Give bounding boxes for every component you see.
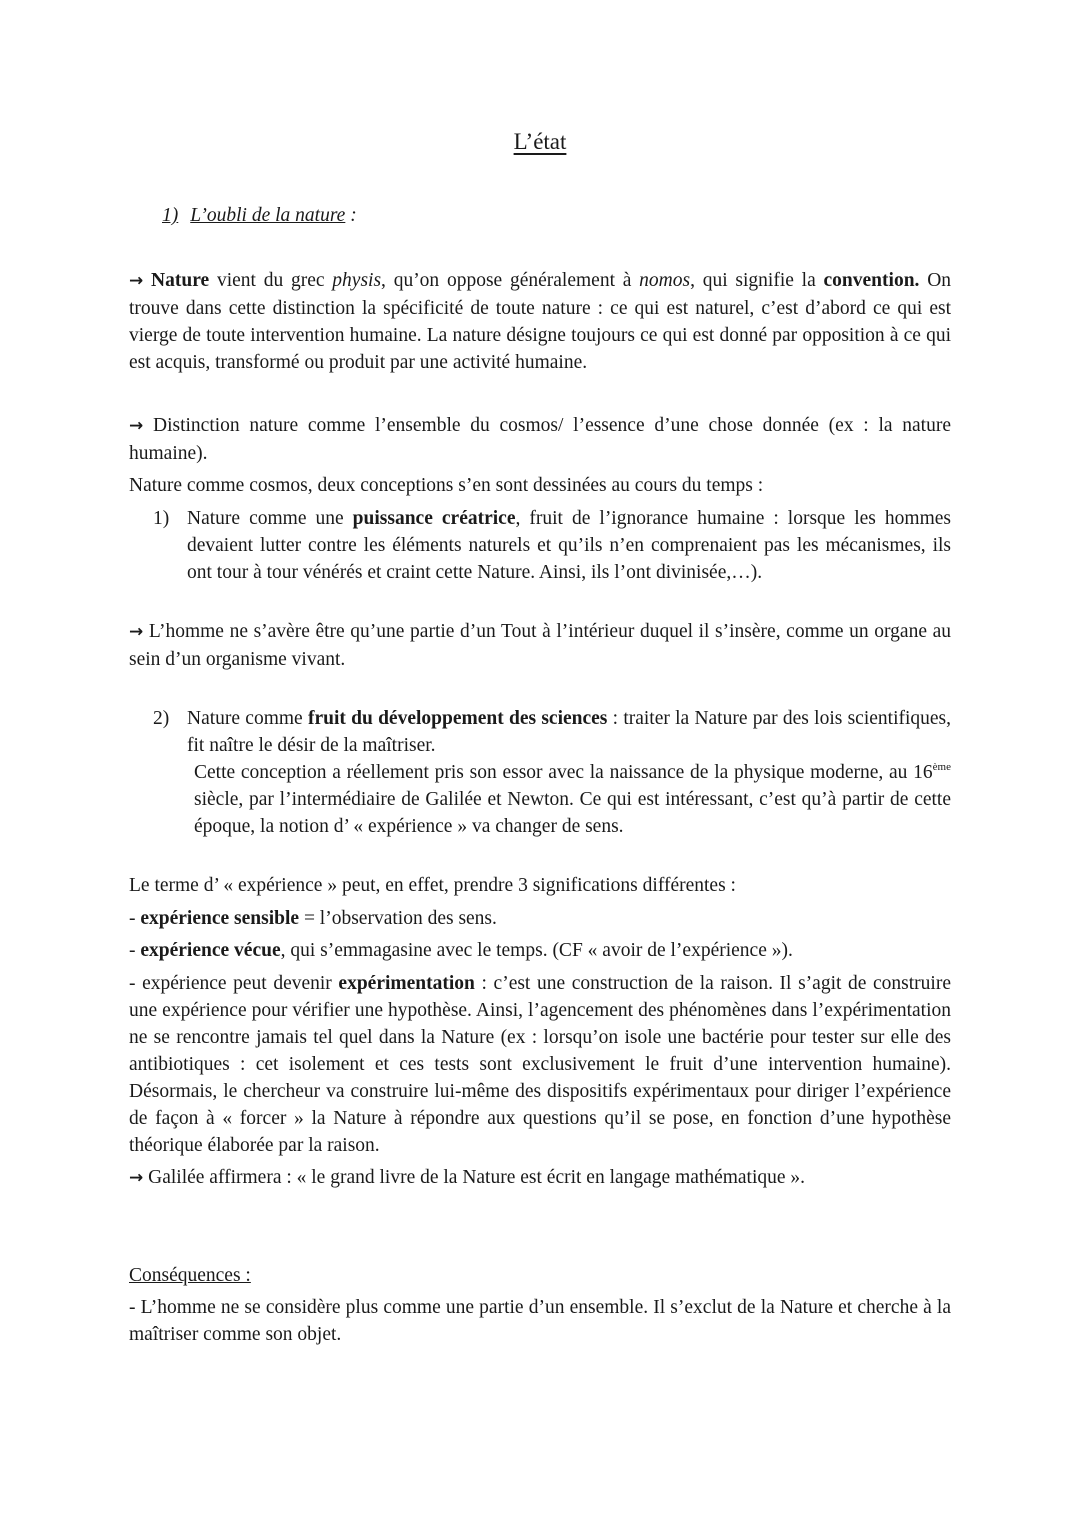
definition-experimentation: - expérience peut devenir expérimentation : c’est une construction de la raison. Il s’agit de construire une expérience pour vérifier une hypothèse. Ainsi, l’agencement des phénomènes dans l’expérimentation ne se rencontre jamais tel quel dans la Nature (ex : lorsqu’on isole une bactérie pour tester sur elle des antibiotiques : cet isolement et ces tests sont exclusivement le fruit d’une intervention humaine). Désormais, le chercheur va construire lui-même des dispositifs expérimentaux pour diriger l’expérience de façon à « forcer » la Nature à répondre aux questions qu’il se pose, en fonction d’une hypothèse théorique élaborée par la raison. [129,973,951,1156]
arrow-icon: → [129,416,144,436]
section-colon: : [345,205,357,226]
arrow-icon: → [129,271,144,291]
definition-vecue: - expérience vécue, qui s’emmagasine avec le temps. (CF « avoir de l’expérience »). [129,940,793,961]
page-title: L’état [513,129,567,154]
paragraph-tout: → L’homme ne s’avère être qu’une partie d’un Tout à l’intérieur duquel il s’insère, comme un organe au sein d’un organisme vivant. [129,621,951,670]
term-physis: physis [332,270,382,291]
paragraph-experience-intro: Le terme d’ « expérience » peut, en effet, prendre 3 significations différentes : [129,875,736,896]
paragraph-distinction: → Distinction nature comme l’ensemble du cosmos/ l’essence d’une chose donnée (ex : la nature humaine). [129,415,951,464]
consequences-heading: Conséquences : [129,1265,251,1286]
consequences-text: - L’homme ne se considère plus comme une partie d’un ensemble. Il s’exclut de la Nature et cherche à la maîtriser comme son objet. [129,1297,951,1345]
term-puissance-creatrice: puissance créatrice [352,508,516,529]
list-number: 1) [153,508,170,529]
term-nature: Nature [151,270,210,291]
list-number: 2) [153,708,170,729]
definition-sensible: - expérience sensible = l’observation des sens. [129,908,497,929]
arrow-icon: → [129,1168,144,1188]
paragraph-cosmos: Nature comme cosmos, deux conceptions s’en sont dessinées au cours du temps : [129,475,764,496]
list-item-2: 2) Nature comme fruit du développement des sciences : traiter la Nature par des lois scientifiques, fit naître le désir de la maîtriser. [187,705,951,759]
list-item-2-continuation: Cette conception a réellement pris son essor avec la naissance de la physique moderne, au 16ème siècle, par l’intermédiaire de Galilée et Newton. Ce qui est intéressant, c’est qu’à partir de cette époque, la notion d’ « expérience » va changer de sens. [194,761,951,837]
term-convention: convention. [823,270,920,291]
paragraph-galilee: → Galilée affirmera : « le grand livre de la Nature est écrit en langage mathématique ». [129,1167,806,1188]
section-title: L’oubli de la nature [190,205,346,226]
term-nomos: nomos [639,270,691,291]
arrow-icon: → [129,622,144,642]
list-item-1: 1) Nature comme une puissance créatrice, fruit de l’ignorance humaine : lorsque les hommes devaient lutter contre les éléments naturels et qu’ils n’en comprenaient pas les mécanismes, ils ont tour à tour vénérés et craint cette Nature. Ainsi, ils l’ont divinisée,…). [187,505,951,586]
section-number: 1) [162,205,179,226]
term-developpement-sciences: fruit du développement des sciences [307,708,608,729]
paragraph-nature-definition: → Nature vient du grec physis, qu’on oppose généralement à nomos, qui signifie la convention. On trouve dans cette distinction la spécificité de toute nature : ce qui est naturel, c’est d’abord ce qui est vierge de toute intervention humaine. La nature désigne toujours ce qui est donné par opposition à ce qui est acquis, transformé ou produit par une activité humaine. [129,270,952,373]
section-heading [162,202,357,229]
